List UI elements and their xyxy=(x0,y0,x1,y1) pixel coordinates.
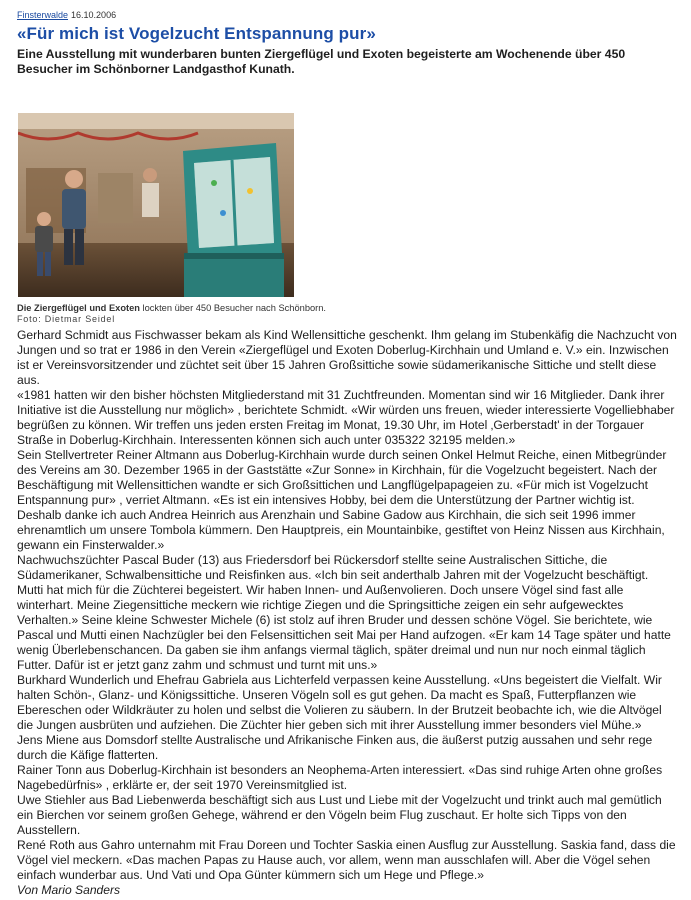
paragraph: Rainer Tonn aus Doberlug-Kirchhain ist besonders an Neophema-Arten interessiert. «Das sind ruhige Arten ohne großes Nagebedürfnis» , erklärte er, der seit 1970 Vereinsmitglied ist. xyxy=(17,763,663,792)
headline: «Für mich ist Vogelzucht Entspannung pur» xyxy=(17,24,376,43)
caption-text: lockten über 450 Besucher nach Schönborn. xyxy=(139,303,327,313)
article-photo xyxy=(18,113,294,297)
article-body xyxy=(17,328,677,898)
dateline xyxy=(17,10,116,20)
paragraph: Burkhard Wunderlich und Ehefrau Gabriela aus Lichterfeld verpassen keine Ausstellung. «Uns begeistert die Vielfalt. Wir halten Schön-, Glanz- und Königssittiche. Unseren Vögeln soll es gut gehen. Da macht es Spaß, Futterpflanzen wie Ebereschen oder Wildkräuter zu holen und selbst die Volieren zu säubern. In der Brutzeit beobachte ich, wie die Altvögel die Jungen ausbrüten und aufziehen. Die Züchter hier geben sich mit ihrer Ausstellung immer besonders viel Mühe.» xyxy=(17,673,662,732)
paragraph: Sein Stellvertreter Reiner Altmann aus Doberlug-Kirchhain wurde durch seinen Onkel Helmut Reiche, einen Mitbegründer des Vereins am 30. Dezember 1965 in der Gaststätte «Zur Sonne» in Kirchhain, für die Vogelzucht begeistert. Nach der Beschäftigung mit Wellensittichen wandte er sich Großsittichen und Langflügelpapageien zu. «Für mich ist Vogelzucht Entspannung pur» , verriet Altmann. «Es ist ein intensives Hobby, bei dem die Unterstützung der Partner wichtig ist. Deshalb danke ich auch Andrea Heinrich aus Arenzhain und Sabine Gadow aus Kirchhain, die sich seit 1996 immer ehrenamtlich um unsere Tombola kümmern. Den Hauptpreis, ein Mountainbike, gestiftet von Heinz Nissen aus Kirchhain, gewann ein Finsterwalder.» xyxy=(17,448,667,552)
author-byline: Von Mario Sanders xyxy=(17,883,121,897)
lede: Eine Ausstellung mit wunderbaren bunten Ziergeflügel und Exoten begeisterte am Wochenende über 450 Besucher im Schönborner Landgasthof Kunath. xyxy=(17,47,626,76)
photo-caption xyxy=(17,303,326,313)
source-link[interactable]: Finsterwalde xyxy=(17,10,69,20)
paragraph: Uwe Stiehler aus Bad Liebenwerda beschäftigt sich aus Lust und Liebe mit der Vogelzucht und trinkt auch mal gemütlich ein Bierchen vor seinem großen Gehege, während er den Vögeln beim Flug zuschaut. Er holte sich Tipps von den Ausstellern. xyxy=(17,793,662,837)
paragraph: Gerhard Schmidt aus Fischwasser bekam als Kind Wellensittiche geschenkt. Ihm gelang im Stubenkäfig die Nachzucht von Jungen und so trat er 1986 in den Verein «Ziergeflügel und Exoten Doberlug-Kirchhain und Umland e. V.» ein. Inzwischen ist er Vereinsvorsitzender und züchtet seit über 15 Jahren Großsittiche sowie südamerikanische Sittiche und stellt diese aus. xyxy=(17,328,677,387)
article-date: 16.10.2006 xyxy=(71,10,117,20)
paragraph: Jens Miene aus Domsdorf stellte Australische und Afrikanische Finken aus, die äußerst putzig aussahen und sehr rege durch die Käfige flatterten. xyxy=(17,733,653,762)
photo-credit: Foto: Dietmar Seidel xyxy=(17,314,116,324)
paragraph: René Roth aus Gahro unternahm mit Frau Doreen und Tochter Saskia einen Ausflug zur Ausstellung. Saskia fand, dass die Vögel viel meckern. «Das machen Papas zu Hause auch, vor allem, wenn man ausschlafen will. Aber die Vögel sehen einfach wunderbar aus. Und Vati und Opa Günter kümmern sich um Hege und Pflege.» xyxy=(17,838,676,882)
paragraph: Nachwuchszüchter Pascal Buder (13) aus Friedersdorf bei Rückersdorf stellte seine Australischen Sittiche, die Südamerikaner, Schwalbensittiche und Reisfinken aus. «Ich bin seit anderthalb Jahren mit der Vogelzucht beschäftigt. Mutti hat mich für die Züchterei begeistert. Wir haben Innen- und Außenvolieren. Doch unsere Vögel sind fast alle winterhart. Meine Ziegensittiche meckern wie richtige Ziegen und die Springsittiche zeigen ein sehr aufgewecktes Verhalten.» Seine kleine Schwester Michele (6) ist stolz auf ihren Bruder und dessen schöne Vögel. Sie berichtete, wie Pascal und Mutti einen Nachzügler bei den Felsensittichen seit Mai per Hand aufzogen. «Er kam 14 Tage später und hatte wenig Überlebenschancen. Da gaben sie ihm anfangs viermal täglich, später dreimal und nun nur noch einmal täglich Futter. Dafür ist er jetzt ganz zahm und schmust und turnt mit uns.» xyxy=(17,553,671,672)
paragraph: «1981 hatten wir den bisher höchsten Mitgliederstand mit 31 Zuchtfreunden. Momentan sind wir 16 Mitglieder. Dank ihrer Initiative ist die Ausstellung nur möglich» , berichtete Schmidt. «Wir würden uns freuen, wieder interessierte Vogelliebhaber begrüßen zu können. Wir treffen uns jeden ersten Freitag im Monat, 19.30 Uhr, im Hotel ‚Gerberstadt' in der Torgauer Straße in Doberlug-Kirchhain. Interessenten können sich auch unter 035322 32195 melden.» xyxy=(17,388,675,447)
caption-bold: Die Ziergeflügel und Exoten xyxy=(17,303,140,313)
